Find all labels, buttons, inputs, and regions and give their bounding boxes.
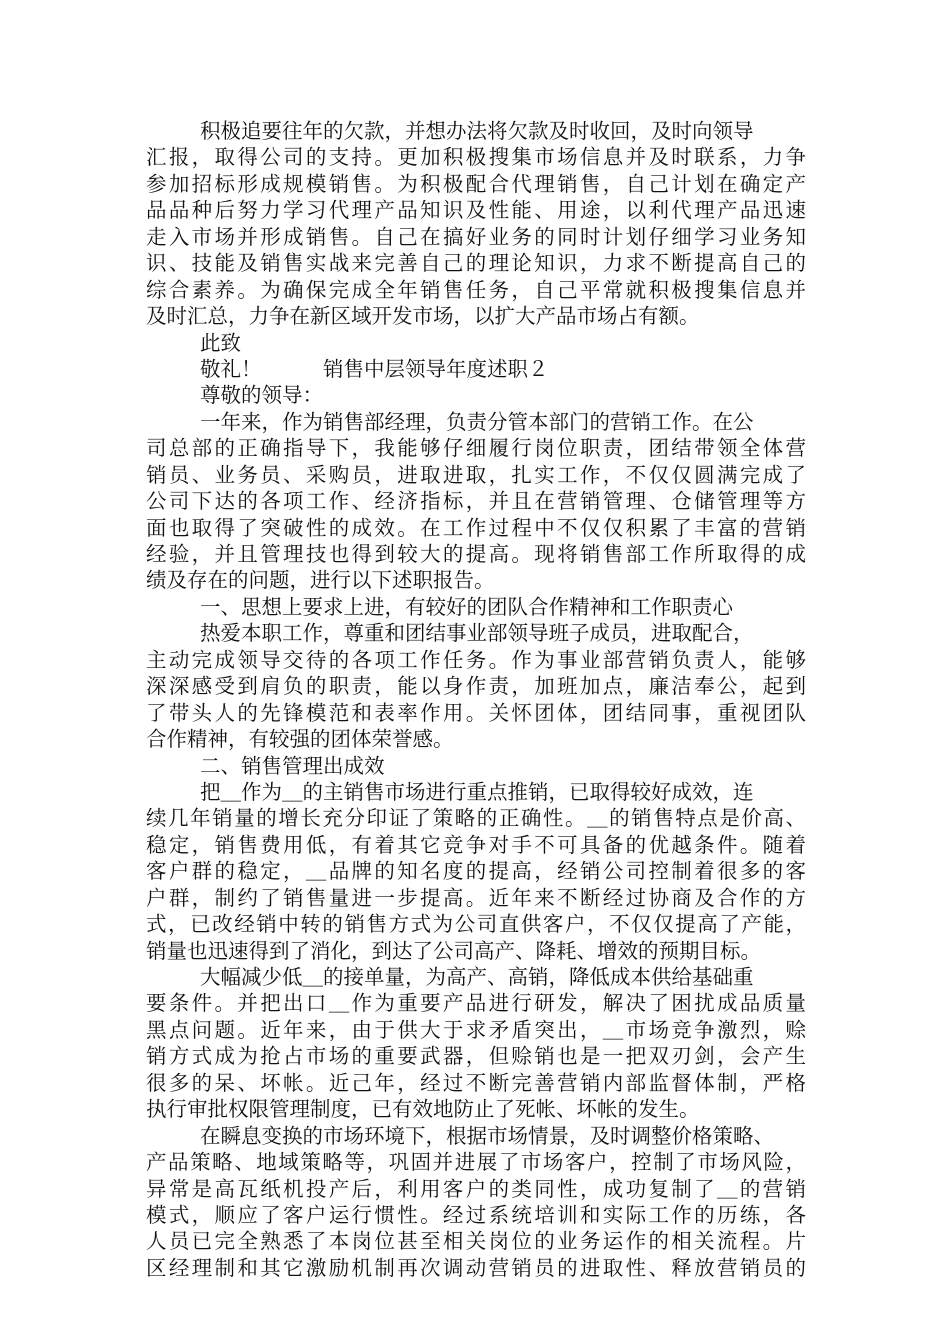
paragraph-line: 续几年销量的增长充分印证了策略的正确性。＿的销售特点是价高、 [146,806,806,831]
paragraph-line: 黑点问题。近年来，由于供大于求矛盾突出，＿市场竞争激烈，赊 [146,1017,806,1042]
document-page [146,118,806,1281]
section-heading: 二、销售管理出成效 [200,753,385,778]
paragraph-line: 及时汇总，力争在新区域开发市场，以扩大产品市场占有额。 [146,304,700,329]
paragraph-line: 区经理制和其它激励机制再次调动营销员的进取性、释放营销员的 [146,1255,806,1280]
paragraph-line: 公司下达的各项工作、经济指标，并且在营销管理、仓储管理等方 [146,489,806,514]
paragraph-line: 大幅减少低＿的接单量，为高产、高销，降低成本供给基础重 [200,965,754,989]
paragraph-line: 经验，并且管理技也得到较大的提高。现将销售部工作所取得的成 [146,542,806,566]
closing-salutation: 此致 [200,330,241,355]
paragraph-line: 司总部的正确指导下，我能够仔细履行岗位职责，团结带领全体营 [146,436,806,461]
paragraph-line: 识、技能及销售实战来完善自己的理论知识，力求不断提高自己的 [146,251,806,276]
paragraph-line: 合作精神，有较强的团体荣誉感。 [146,727,454,752]
paragraph-line: 走入市场并形成销售。自己在搞好业务的同时计划仔细学习业务知 [146,224,806,249]
section-heading: 一、思想上要求上进，有较好的团队合作精神和工作职责心 [200,594,733,619]
paragraph-line: 客户群的稳定，＿品牌的知名度的提高，经销公司控制着很多的客 [146,859,806,884]
paragraph-line: 户群，制约了销售量进一步提高。近年来不断经过协商及合作的方 [146,885,806,910]
paragraph-line: 汇报，取得公司的支持。更加积极搜集市场信息并及时联系，力争 [146,145,806,170]
paragraph-line: 主动完成领导交待的各项工作任务。作为事业部营销负责人，能够 [146,647,806,672]
paragraph-line: 面也取得了突破性的成效。在工作过程中不仅仅积累了丰富的营销 [146,515,806,540]
paragraph-line: 积极追要往年的欠款，并想办法将欠款及时收回，及时向领导 [200,119,754,143]
greeting: 尊敬的领导： [200,383,323,408]
paragraph-line: 式，已改经销中转的销售方式为公司直供客户，不仅仅提高了产能， [146,912,806,937]
paragraph-line: 异常是高瓦纸机投产后，利用客户的类同性，成功复制了＿的营销 [146,1176,806,1201]
paragraph-line: 销量也迅速得到了消化，到达了公司高产、降耗、增效的预期目标。 [146,938,761,963]
paragraph-line: 产品策略、地域策略等，巩固并进展了市场客户，控制了市场风险， [146,1150,806,1175]
closing-and-title: 敬礼！ 销售中层领导年度述职２ [200,356,549,381]
paragraph-line: 热爱本职工作，尊重和团结事业部领导班子成员，进取配合， [200,621,754,646]
paragraph-line: 把＿作为＿的主销售市场进行重点推销，已取得较好成效，连 [200,779,754,804]
paragraph-line: 执行审批权限管理制度，已有效地防止了死帐、坏帐的发生。 [146,1097,700,1122]
paragraph-line: 在瞬息变换的市场环境下，根据市场情景，及时调整价格策略、 [200,1123,774,1148]
paragraph-line: 参加招标形成规模销售。为积极配合代理销售，自己计划在确定产 [146,171,806,196]
paragraph-line: 销员、业务员、采购员，进取进取，扎实工作，不仅仅圆满完成了 [146,462,806,487]
paragraph-line: 模式，顺应了客户运行惯性。经过系统培训和实际工作的历练，各 [146,1202,806,1227]
paragraph-line: 要条件。并把出口＿作为重要产品进行研发，解决了困扰成品质量 [146,991,806,1016]
paragraph-line: 稳定，销售费用低，有着其它竞争对手不可具备的优越条件。随着 [146,832,806,857]
paragraph-line: 很多的呆、坏帐。近己年，经过不断完善营销内部监督体制，严格 [146,1070,806,1095]
paragraph-line: 一年来，作为销售部经理，负责分管本部门的营销工作。在公 [200,409,754,434]
paragraph-line: 销方式成为抢占市场的重要武器，但赊销也是一把双刃剑，会产生 [146,1044,806,1069]
paragraph-line: 品品种后努力学习代理产品知识及性能、用途，以利代理产品迅速 [146,198,806,223]
paragraph-line: 综合素养。为确保完成全年销售任务，自己平常就积极搜集信息并 [146,277,806,302]
paragraph-line: 深深感受到肩负的职责，能以身作责，加班加点，廉洁奉公，起到 [146,674,806,699]
paragraph-line: 绩及存在的问题，进行以下述职报告。 [146,568,495,593]
paragraph-line: 了带头人的先锋模范和表率作用。关怀团体，团结同事，重视团队 [146,700,806,725]
paragraph-line: 人员已完全熟悉了本岗位甚至相关岗位的业务运作的相关流程。片 [146,1229,806,1254]
